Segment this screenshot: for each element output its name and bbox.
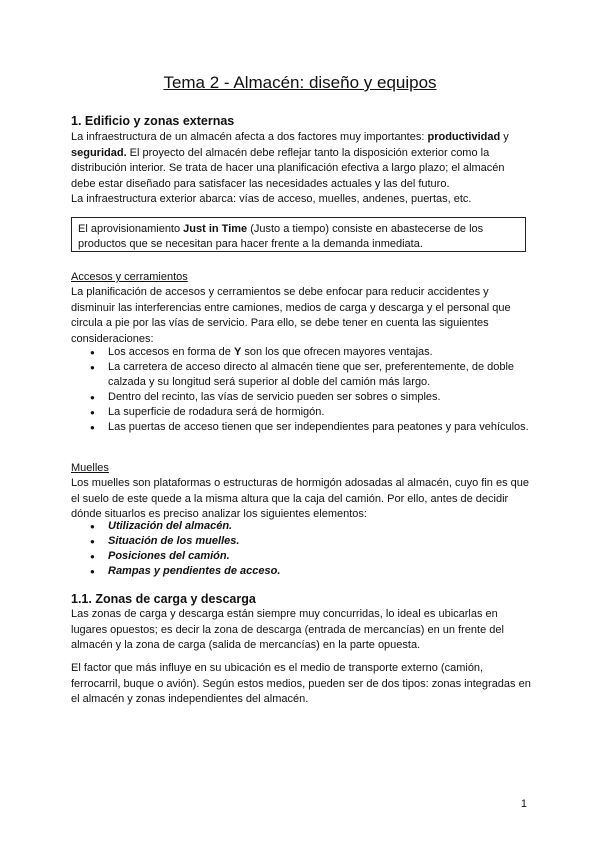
info-box [71, 217, 526, 252]
bold-text: Y [233, 346, 242, 358]
text-run: La infraestructura de un almacén afecta a dos factores muy importantes: [71, 131, 428, 143]
list-item: ● La superficie de rodadura será de hormigón. [90, 405, 530, 420]
list-item: ● Utilización del almacén. [90, 519, 530, 534]
text-run: (Justo a tiempo) consiste en abastecerse de los productos que se necesitan para hacer frente a la demanda inmediata. [78, 223, 484, 250]
text-run: El proyecto del almacén debe reflejar tanto la disposición exterior como la distribución interior. Se trata de hacer una planificación efectiva a largo plazo; el almacén debe estar diseñado para satisfacer las necesidades actuales y las del futuro. [71, 146, 505, 190]
text-run: Los accesos en forma de [108, 346, 234, 358]
page-title: Tema 2 - Almacén: diseño y equipos [163, 73, 437, 92]
accesos-list [90, 345, 530, 435]
page-number: 1 [520, 798, 527, 810]
section-heading: 1.1. Zonas de carga y descarga [71, 592, 256, 606]
list-item: ● Rampas y pendientes de acceso. [90, 564, 530, 579]
section-heading: 1. Edificio y zonas externas [71, 114, 235, 128]
text-run: son los que ofrecen mayores ventajas. [241, 346, 433, 358]
list-item [90, 345, 530, 360]
text-run: y [500, 131, 509, 143]
list-item: ● Las puertas de acceso tienen que ser independientes para peatones y para vehículos. [90, 420, 530, 435]
section1-paragraph-1 [71, 130, 531, 192]
bold-text: productividad [427, 131, 501, 143]
bold-text: seguridad. [71, 146, 127, 159]
accesos-paragraph: La planificación de accesos y cerramientos se debe enfocar para reducir accidentes y disminuir las interferencias entre camiones, medios de carga y descarga y el personal que circula a pie por las vías de servicio. Para ello, se debe tener en cuenta las siguientes consideraciones: [71, 286, 511, 345]
bold-text: Just in Time [183, 223, 248, 235]
subheading-muelles: Muelles [71, 462, 109, 474]
section1-paragraph-2: La infraestructura exterior abarca: vías de acceso, muelles, andenes, puertas, etc. [71, 193, 472, 205]
list-item: ● Dentro del recinto, las vías de servicio pueden ser sobres o simples. [90, 390, 530, 405]
muelles-list [90, 519, 530, 579]
section11-paragraph-1: Las zonas de carga y descarga están siempre muy concurridas, lo ideal es ubicarlas en lugares opuestos; es decir la zona de descarga (entrada de mercancías) en un frente del almacén y la zona de carga (salida de mercancías) en la parte opuesta. [71, 608, 504, 651]
text-run: El aprovisionamiento [78, 223, 184, 235]
list-item: ● Posiciones del camión. [90, 549, 530, 564]
list-item: ● Situación de los muelles. [90, 534, 530, 549]
subheading-accesos: Accesos y cerramientos [71, 271, 188, 283]
section11-paragraph-2: El factor que más influye en su ubicación es el medio de transporte externo (camión, ferrocarril, buque o avión). Según estos medios, pueden ser de dos tipos: zonas integradas en el almacén y zonas independientes del almacén. [71, 662, 531, 705]
list-item: ● La carretera de acceso directo al almacén tiene que ser, preferentemente, de doble calzada y su longitud será superior al doble del camión más largo. [90, 360, 530, 390]
muelles-paragraph: Los muelles son plataformas o estructuras de hormigón adosadas al almacén, cuyo fin es que el suelo de este quede a la misma altura que la caja del camión. Por ello, antes de decidir dónde situarlos es preciso analizar los siguientes elementos: [71, 477, 529, 520]
